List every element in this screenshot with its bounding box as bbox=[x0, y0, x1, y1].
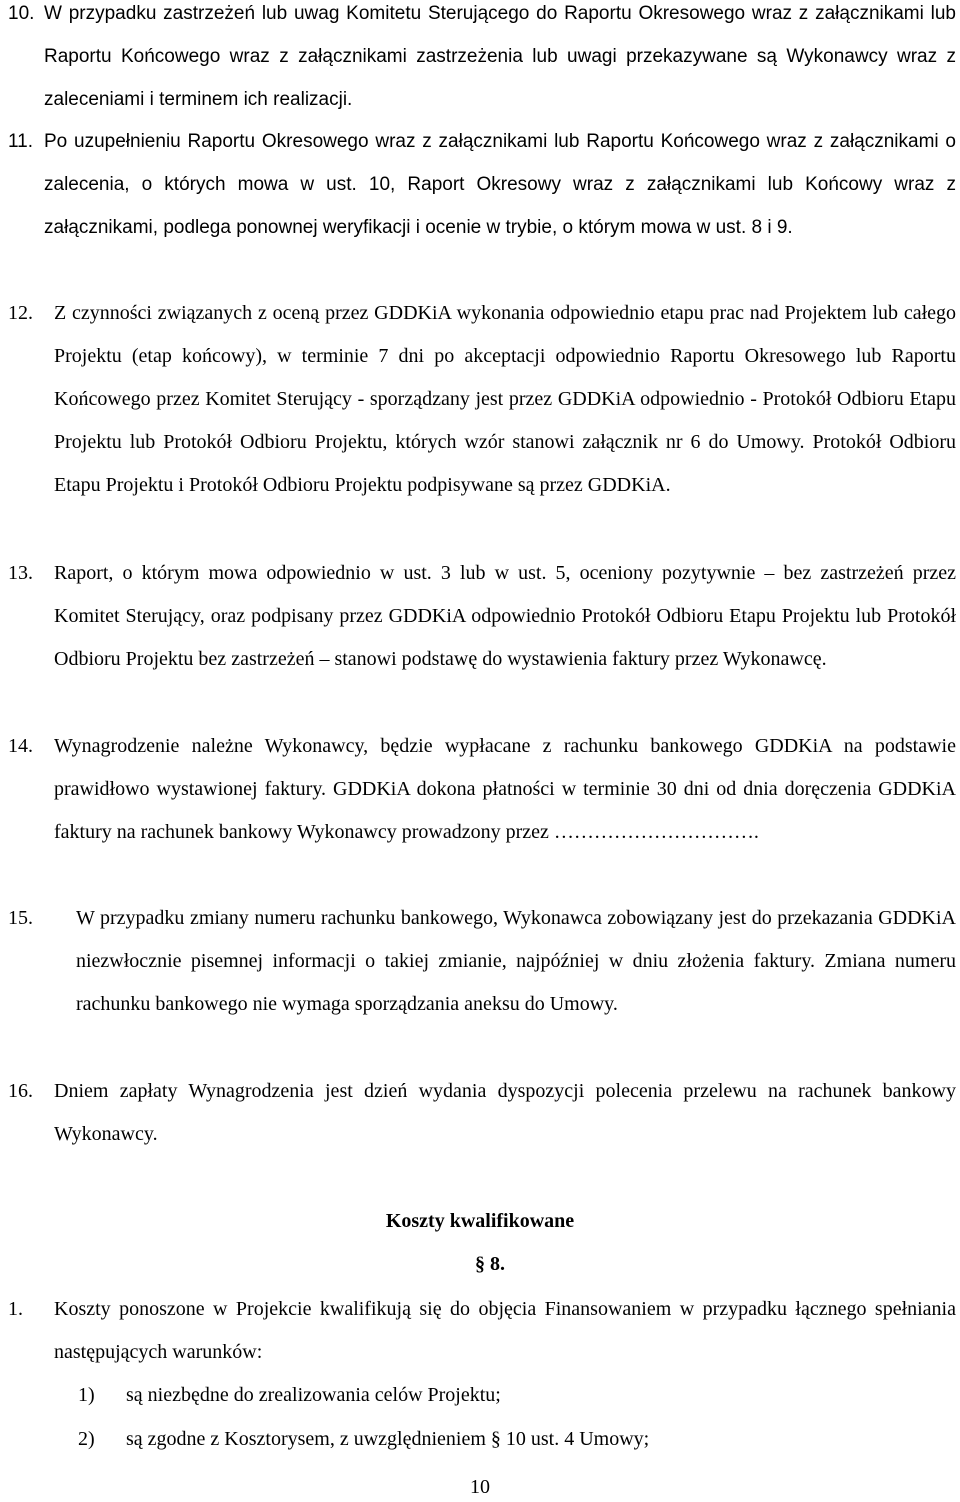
item-number: 11. bbox=[8, 131, 34, 152]
section-number: § 8. bbox=[475, 1253, 505, 1275]
item-number: 16. bbox=[8, 1080, 33, 1102]
item-text: Z czynności związanych z oceną przez GDDKiA wykonania odpowiednio etapu prac nad Projektem lub całego Projektu (etap końcowy), w terminie 7 dni po akceptacji odpowiednio Raportu Okresowego lub Raportu Końcowego przez Komitet Sterujący - sporządzany jest przez GDDKiA odpowiednio - Protokół Odbioru Etapu Projektu lub Protokół Odbioru Projektu, których wzór stanowi załącznik nr 6 do Umowy. Protokół Odbioru Etapu Projektu i Protokół Odbioru Projektu podpisywane są przez GDDKiA. bbox=[54, 302, 956, 496]
list-item bbox=[8, 0, 956, 121]
list-item bbox=[8, 1070, 956, 1156]
list-item bbox=[8, 552, 956, 681]
item-text: W przypadku zmiany numeru rachunku bankowego, Wykonawca zobowiązany jest do przekazania GDDKiA niezwłocznie pisemnej informacji o takiej zmianie, najpóźniej w dniu złożenia faktury. Zmiana numeru rachunku bankowego nie wymaga sporządzania aneksu do Umowy. bbox=[76, 907, 956, 1015]
item-text-part: 10, Raport Okresowy wraz z załącznikami lub Końcowy wraz z załącznikami, podlega ponownej weryfikacji i ocenie w trybie, o którym mowa w ust. 8 i 9. bbox=[44, 174, 956, 238]
item-number: 13. bbox=[8, 562, 33, 584]
section-title: Koszty kwalifikowane bbox=[385, 1210, 575, 1232]
item-text: Dniem zapłaty Wynagrodzenia jest dzień wydania dyspozycji polecenia przelewu na rachunek bankowy Wykonawcy. bbox=[54, 1080, 956, 1145]
item-text: Raport, o którym mowa odpowiednio w ust. 3 lub w ust. 5, oceniony pozytywnie – bez zastrzeżeń przez Komitet Sterujący, oraz podpisany przez GDDKiA odpowiednio Protokół Odbioru Etapu Projektu lub Protokół Odbioru Projektu bez zastrzeżeń – stanowi podstawę do wystawienia faktury przez Wykonawcę. bbox=[54, 562, 956, 670]
list-item bbox=[8, 292, 956, 507]
item-number: 15. bbox=[8, 907, 33, 929]
list-item bbox=[8, 120, 956, 249]
list-item bbox=[8, 725, 956, 854]
list-item bbox=[8, 1288, 956, 1374]
condition-text: są zgodne z Kosztorysem, z uwzględnieniem § 10 ust. 4 Umowy; bbox=[126, 1428, 650, 1450]
item-number: 14. bbox=[8, 735, 33, 757]
item-number: 12. bbox=[8, 302, 33, 324]
item-number: 10. bbox=[8, 3, 35, 24]
item-text-part: Po uzupełnieniu Raportu Okresowego wraz z załącznikami lub Raportu Końcowego wraz z załącznikami o zalecenia, o których mowa w ust. bbox=[44, 131, 956, 195]
condition-number: 1) bbox=[78, 1384, 95, 1406]
item-number: 1. bbox=[8, 1298, 23, 1320]
page-number: 10 bbox=[470, 1476, 490, 1498]
item-text: W przypadku zastrzeżeń lub uwag Komitetu Sterującego do Raportu Okresowego wraz z załącznikami lub Raportu Końcowego wraz z załącznikami zastrzeżenia lub uwagi przekazywane są Wykonawcy wraz z zaleceniami i terminem ich realizacji. bbox=[44, 3, 956, 110]
condition-number: 2) bbox=[78, 1428, 95, 1450]
list-item bbox=[8, 897, 956, 1026]
item-text: Koszty ponoszone w Projekcie kwalifikują się do objęcia Finansowaniem w przypadku łącznego spełniania następujących warunków: bbox=[54, 1298, 956, 1363]
condition-text: są niezbędne do zrealizowania celów Projektu; bbox=[126, 1384, 501, 1406]
item-text: Wynagrodzenie należne Wykonawcy, będzie wypłacane z rachunku bankowego GDDKiA na podstawie prawidłowo wystawionej faktury. GDDKiA dokona płatności w terminie 30 dni od dnia doręczenia GDDKiA faktury na rachunek bankowy Wykonawcy prowadzony przez …………………………. bbox=[54, 735, 956, 843]
